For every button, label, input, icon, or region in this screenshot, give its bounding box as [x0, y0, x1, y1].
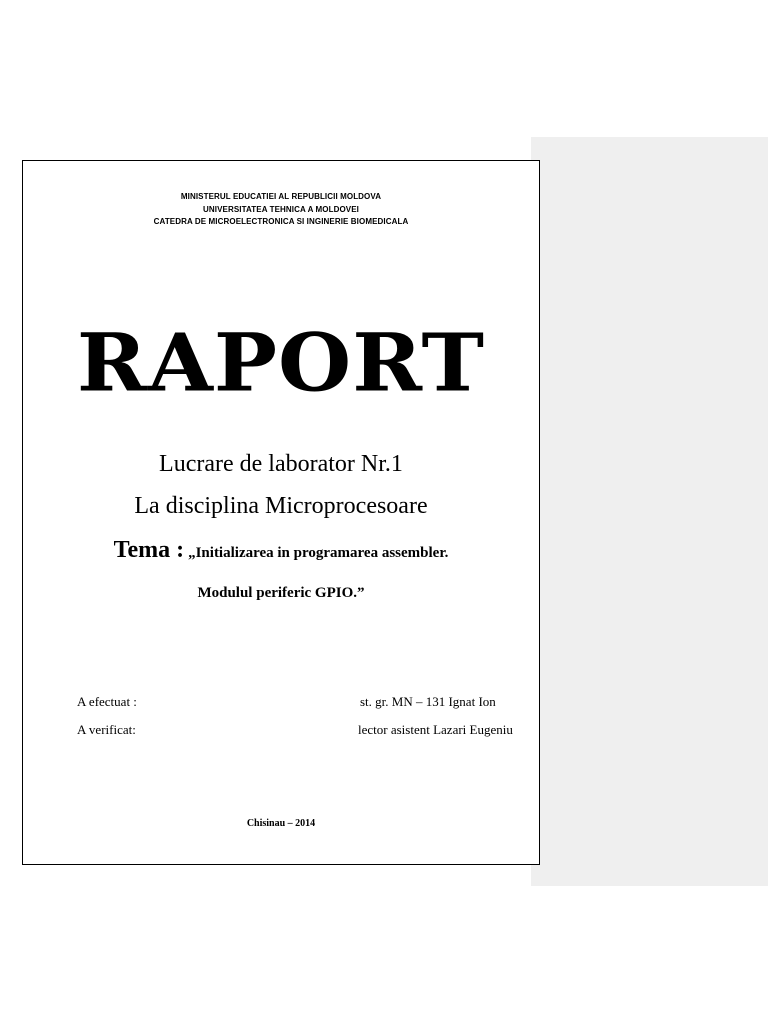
performed-by-row [77, 694, 496, 710]
place-date-footer: Chisinau – 2014 [246, 818, 316, 829]
topic-text-line2: Modulul periferic GPIO.” [197, 585, 365, 601]
lab-work-title: Lucrare de laborator Nr.1 [159, 451, 403, 477]
document-page [22, 160, 540, 865]
university-line: UNIVERSITATEA TEHNICA A MOLDOVEI [203, 204, 359, 214]
ministry-line: MINISTERUL EDUCATIEI AL REPUBLICII MOLDOVA [180, 192, 382, 201]
performed-by-value: st. gr. MN – 131 Ignat Ion [360, 694, 496, 709]
institution-header [23, 191, 539, 229]
performed-by-label: A efectuat : [77, 694, 137, 709]
report-title: RAPORT [76, 315, 486, 410]
verified-by-value: lector asistent Lazari Eugeniu [358, 722, 513, 737]
discipline-title: La disciplina Microprocesoare [134, 493, 428, 519]
comment-margin-area [531, 137, 768, 886]
verified-by-label: A verificat: [77, 722, 136, 737]
topic-text-line1: „Initializarea in programarea assembler. [188, 545, 449, 561]
topic-line [23, 537, 539, 564]
department-line: CATEDRA DE MICROELECTRONICA SI INGINERIE BIOMEDICALA [153, 217, 409, 226]
verified-by-row [77, 722, 513, 738]
topic-label: Tema : [113, 537, 185, 563]
